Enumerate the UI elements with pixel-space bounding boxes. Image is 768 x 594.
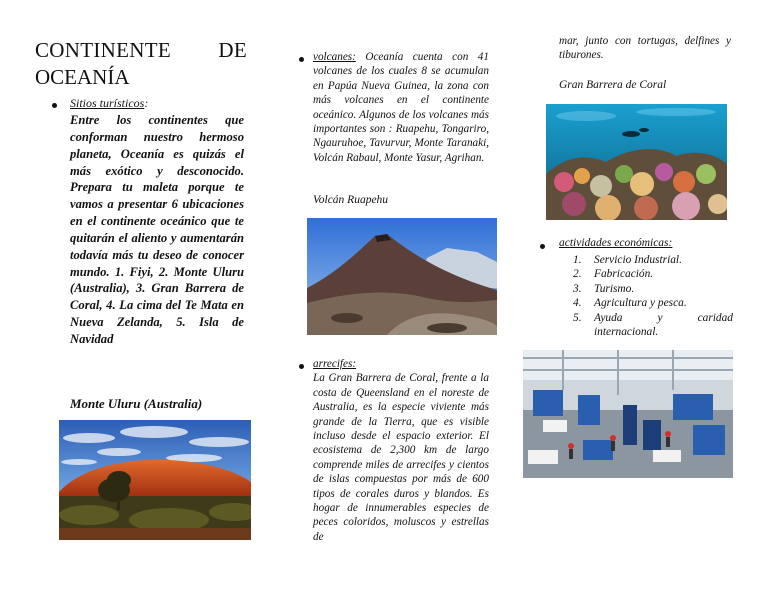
reef-photo bbox=[546, 104, 727, 220]
volcanes-paragraph bbox=[313, 50, 489, 165]
factory-photo bbox=[523, 350, 733, 478]
reef-image bbox=[546, 104, 727, 220]
econ-heading: actividades económicas: bbox=[559, 237, 673, 249]
volcanes-text: Oceanía cuenta con 41 volcanes de los cuales 8 se acumulan en Papúa Nueva Guinea, la zona con más volcanes en el continente oceánico. Algunos de los volcanes más importantes son : Ruapehu, Tongariro, Ngauruhoe, Tavurvur, Monte Taranaki, Volcán Rabaul, Monte Yasur, Agrihan. bbox=[313, 51, 489, 164]
volcano-image bbox=[307, 218, 497, 335]
sitios-heading-text: Sitios turísticos bbox=[70, 96, 145, 110]
econ-item: 2. Fabricación. bbox=[573, 268, 654, 281]
econ-item: 5. Ayuda y caridad internacional. bbox=[573, 311, 733, 339]
bullet bbox=[540, 244, 545, 249]
page-title: CONTINENTE DE bbox=[35, 38, 247, 62]
reef-caption: Gran Barrera de Coral bbox=[559, 79, 667, 91]
econ-item: 4. Agricultura y pesca. bbox=[573, 297, 687, 310]
arrecifes-text: La Gran Barrera de Coral, frente a la costa de Queensland en el noreste de Australia, es la especie viviente más grande de la Tierra, que es visible incluso desde el espacio exterior. El ecosistema de 2,300 km de largo comprende miles de arrecifes y cientos de islas compuestas por más de 600 tipos de corales duros y blandos. Es hogar de innumerables especies de peces coloridos, moluscos y estrellas de bbox=[313, 372, 489, 543]
section-heading-sitios bbox=[70, 96, 148, 111]
econ-item: 3. Turismo. bbox=[573, 282, 635, 295]
bullet bbox=[299, 57, 304, 62]
volcano-photo bbox=[307, 218, 497, 335]
page-title-line2: OCEANÍA bbox=[35, 65, 130, 89]
heading-colon: : bbox=[144, 96, 149, 110]
uluru-caption: Monte Uluru (Australia) bbox=[70, 396, 203, 411]
arrecifes-heading: arrecifes: bbox=[313, 358, 357, 370]
volcanes-heading: volcanes: bbox=[313, 51, 356, 63]
volcano-caption: Volcán Ruapehu bbox=[313, 194, 389, 206]
uluru-photo bbox=[59, 420, 251, 540]
factory-image bbox=[523, 350, 733, 478]
uluru-image bbox=[59, 420, 251, 540]
arrecifes-paragraph bbox=[313, 357, 489, 544]
reef-continuation-text: mar, junto con tortugas, delfines y tiburones. bbox=[559, 35, 731, 62]
bullet bbox=[52, 103, 57, 108]
bullet bbox=[299, 364, 304, 369]
sitios-body-text: Entre los continentes que conforman nuestro hermoso planeta, Oceanía es quizás el más exótico y desconocido. Prepara tu maleta porque te vamos a presentar 6 ubicaciones en el continente oceánico que te quitarán el aliento y aumentarán todavía más tu deseo de conocer mundo. 1. Fiyi, 2. Monte Uluru (Australia), 3. Gran Barrera de Coral, 4. La cima del Te Mata en Nueva Zelanda, 5. Isla de Navidad bbox=[70, 113, 244, 346]
econ-item: 1. Servicio Industrial. bbox=[573, 254, 682, 266]
econ-list bbox=[559, 253, 733, 339]
